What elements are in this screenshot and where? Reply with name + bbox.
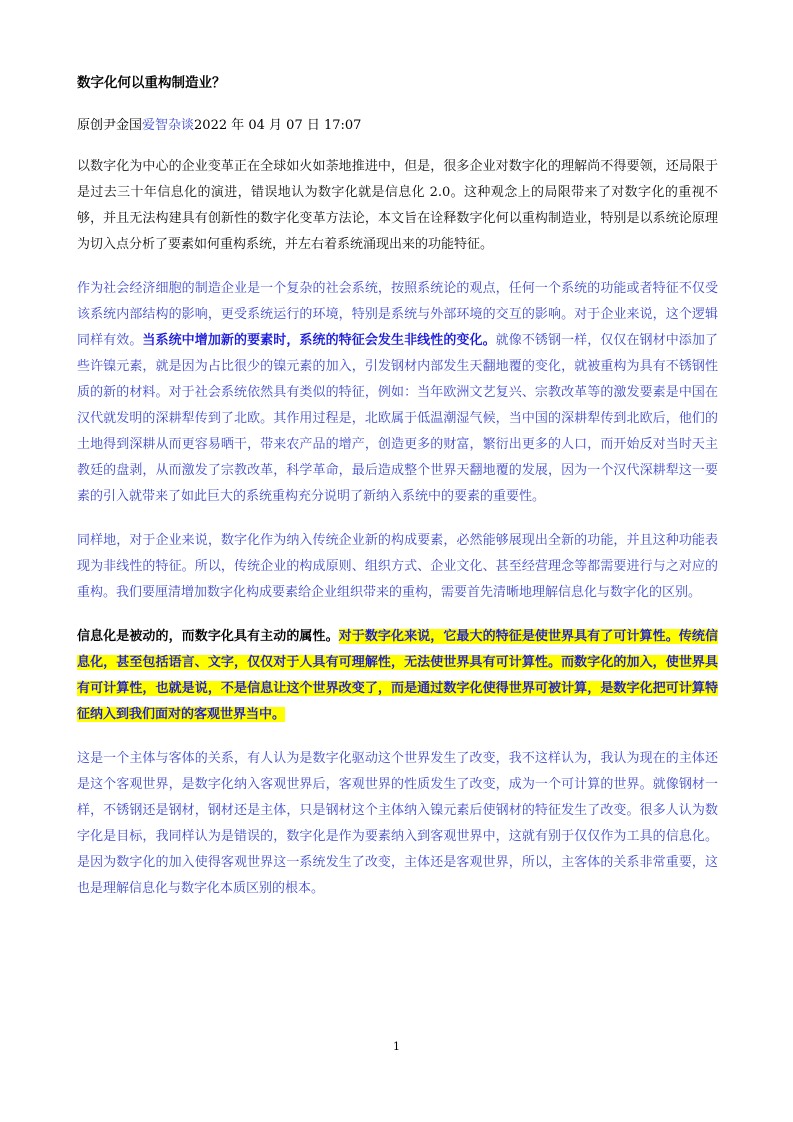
source-link[interactable]: 爱智杂谈: [142, 118, 195, 133]
author-label: 原创尹金国: [77, 118, 143, 133]
paragraph-subject-object: 这是一个主体与客体的关系，有人认为是数字化驱动这个世界发生了改变，我不这样认为，我认为现在的主体还是这个客观世界，是数字化纳入客观世界后，客观世界的性质发生了改变，成为一个可计算的世界。就像钢材一样，不锈钢还是钢材，钢材还是主体，只是钢材这个主体纳入镍元素后使钢材的特征发生了改变。很多人认为数字化是目标，我同样认为是错误的，数字化是作为要素纳入到客观世界中，这就有别于仅仅作为工具的信息化。是因为数字化的加入使得客观世界这一系统发生了改变，主体还是客观世界，所以，主客体的关系非常重要，这也是理解信息化与数字化本质区别的根本。: [77, 751, 718, 896]
paragraph-system-theory: [77, 276, 718, 510]
paragraph-system-theory-c: 就像不锈钢一样，仅仅在钢材中添加了些许镍元素，就是因为占比很少的镍元素的加入，引发钢材内部发生天翻地覆的变化，就被重构为具有不锈钢性质的新的材料。对于社会系统依然具有类似的特征，例如：当年欧洲文艺复兴、宗教改革等的激发要素是中国在汉代就发明的深耕犁传到了北欧。其作用过程是，北欧属于低温潮湿气候，当中国的深耕犁传到北欧后，他们的土地得到深耕从而更容易晒干，带来农产品的增产，创造更多的财富，繁衍出更多的人口，而开始反对当时天主教廷的盘剥，从而激发了宗教改革，科学革命，最后造成整个世界天翻地覆的发展，因为一个汉代深耕犁这一要素的引入就带来了如此巨大的系统重构充分说明了新纳入系统中的要素的重要性。: [77, 333, 718, 504]
paragraph-system-theory-emphasis: 当系统中增加新的要素时，系统的特征会发生非线性的变化。: [142, 333, 496, 348]
paragraph-system-theory-a: 作为社会经济细胞的制造企业是一个复杂的社会系统，按照系统论的观点，任何一个系统的功能或者特征不仅受该系统内部结构的影响，更受系统运行的环境，特别是系统与外部环境的交互的影响。对于企业来说，这个逻辑同样有效。: [77, 281, 718, 348]
paragraph-enterprise: 同样地，对于企业来说，数字化作为纳入传统企业新的构成要素，必然能够展现出全新的功能，并且这种功能表现为非线性的特征。所以，传统企业的构成原则、组织方式、企业文化、甚至经营理念等都需要进行与之对应的重构。我们要厘清增加数字化构成要素给企业组织带来的重构，需要首先清晰地理解信息化与数字化的区别。: [77, 533, 718, 600]
paragraph-digitalization-lead: 信息化是被动的，而数字化具有主动的属性。: [77, 629, 339, 644]
page-number: 1: [393, 1040, 400, 1053]
paragraph-digitalization: [77, 624, 718, 728]
publish-date: 2022 年 04 月 07 日 17:07: [194, 118, 362, 133]
paragraph-digitalization-highlight: 对于数字化来说，它最大的特征是使世界具有了可计算性。传统信息化，甚至包括语言、文字，仅仅对于人具有可理解性，无法使世界具有可计算性。而数字化的加入，使世界具有可计算性，也就是说，不是信息让这个世界改变了，而是通过数字化使得世界可被计算，是数字化把可计算特征纳入到我们面对的客观世界当中。: [77, 629, 718, 722]
article-meta: [77, 116, 718, 136]
article-title: 数字化何以重构制造业？: [77, 75, 226, 91]
document-body: [77, 72, 718, 902]
paragraph-intro: 以数字化为中心的企业变革正在全球如火如荼地推进中，但是，很多企业对数字化的理解尚不得要领，还局限于是过去三十年信息化的演进，错误地认为数字化就是信息化 2.0。这种观念上的局限带来了对数字化的重视不够，并且无法构建具有创新性的数字化变革方法论，本文旨在诠释数字化何以重构制造业，特别是以系统论原理为切入点分析了要素如何重构系统，并左右着系统涌现出来的功能特征。: [77, 159, 718, 252]
